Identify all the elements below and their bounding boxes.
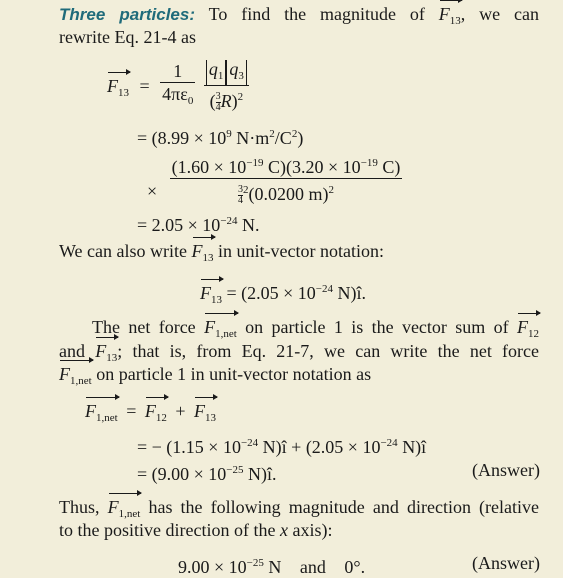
paragraph-net-force-3: $F_{1,net}$ on particle 1 in unit-vector notation as [59, 363, 371, 392]
net-force-equation-3: = ($9.00 \times 10^{-25}$ N)î. (Answer) [137, 460, 540, 484]
net-force-equation-2: = − ($1.15 \times 10^{-24}$ N)î + ($2.05 \times 10^{-24}$ N)î [137, 437, 427, 457]
net-force-equation: $F_{1,net} = F_{12} + F_{13}$ [85, 400, 216, 429]
final-answer-label: (Answer) [472, 553, 540, 573]
f13-symbol: $F_{13}$ [439, 3, 461, 32]
paragraph-thus-1: Thus, $F_{1,net}$ has the following magnitude and direction (relative [59, 496, 539, 525]
f13-vector-equation: $F_{13} = (2.05 \times 10^{-24}$ N)î. [200, 278, 366, 311]
intro-lead: Three particles: [59, 5, 195, 24]
paragraph-thus-2: to the positive direction of the x axis): [59, 520, 333, 540]
charge-product-fraction: ($1.60 \times 10^{-19}$ $C)(3.20 \times 10^{-19}$ C) $\frac{3}{4}$ $^2$(0.0200 m)$^2$ [170, 152, 403, 206]
paragraph-net-force-1: The net force $F_{1,net}$ on particle 1 is the vector sum of $F_{12}$ [59, 316, 539, 345]
final-answer-line: $9.00 \times 10^{-25}$ N and 0°. (Answer) [178, 553, 540, 577]
paragraph-unit-vector: We can also write $F_{13}$ in unit-vector notation: [59, 240, 384, 269]
eq1-line-2: = ($8.99 \times 10^9$ $N\cdot m^2/C^2$) [137, 128, 304, 148]
charges-over-distance-fraction: $q_1$ $q_3$ ( $\frac{3}{4}$ R)$^2$ [204, 58, 249, 113]
eq1-line-3: × ($1.60 \times 10^{-19}$ $C)(3.20 \times 10^{-19}$ C) $\frac{3}{4}$ $^2$(0.0200 m)$^2$ [147, 152, 402, 206]
intro-line-2: rewrite Eq. 21-4 as [59, 27, 196, 47]
answer-label: (Answer) [472, 460, 540, 480]
eq1-lhs: $F_{13}$ [107, 75, 129, 104]
eq1-result: = $2.05 \times 10^{-24}$ N. [137, 215, 260, 235]
intro-text: To find the magnitude of [208, 4, 425, 24]
intro-line-1: Three particles: To find the magnitude of $F_{13}$, we can [59, 3, 539, 32]
coulomb-equation: $F_{13}$ = $\frac{1}{4\pi\varepsilon_0}$ $q_1$ $q_3$ ( $\frac{3}{4}$ R)$^2$ [107, 62, 249, 113]
paragraph-net-force-2: and $F_{13}$; that is, from Eq. 21-7, we can write the net force [59, 340, 539, 369]
coulomb-constant-fraction: $\frac{1}{4\pi\varepsilon_0}$ [162, 60, 194, 107]
